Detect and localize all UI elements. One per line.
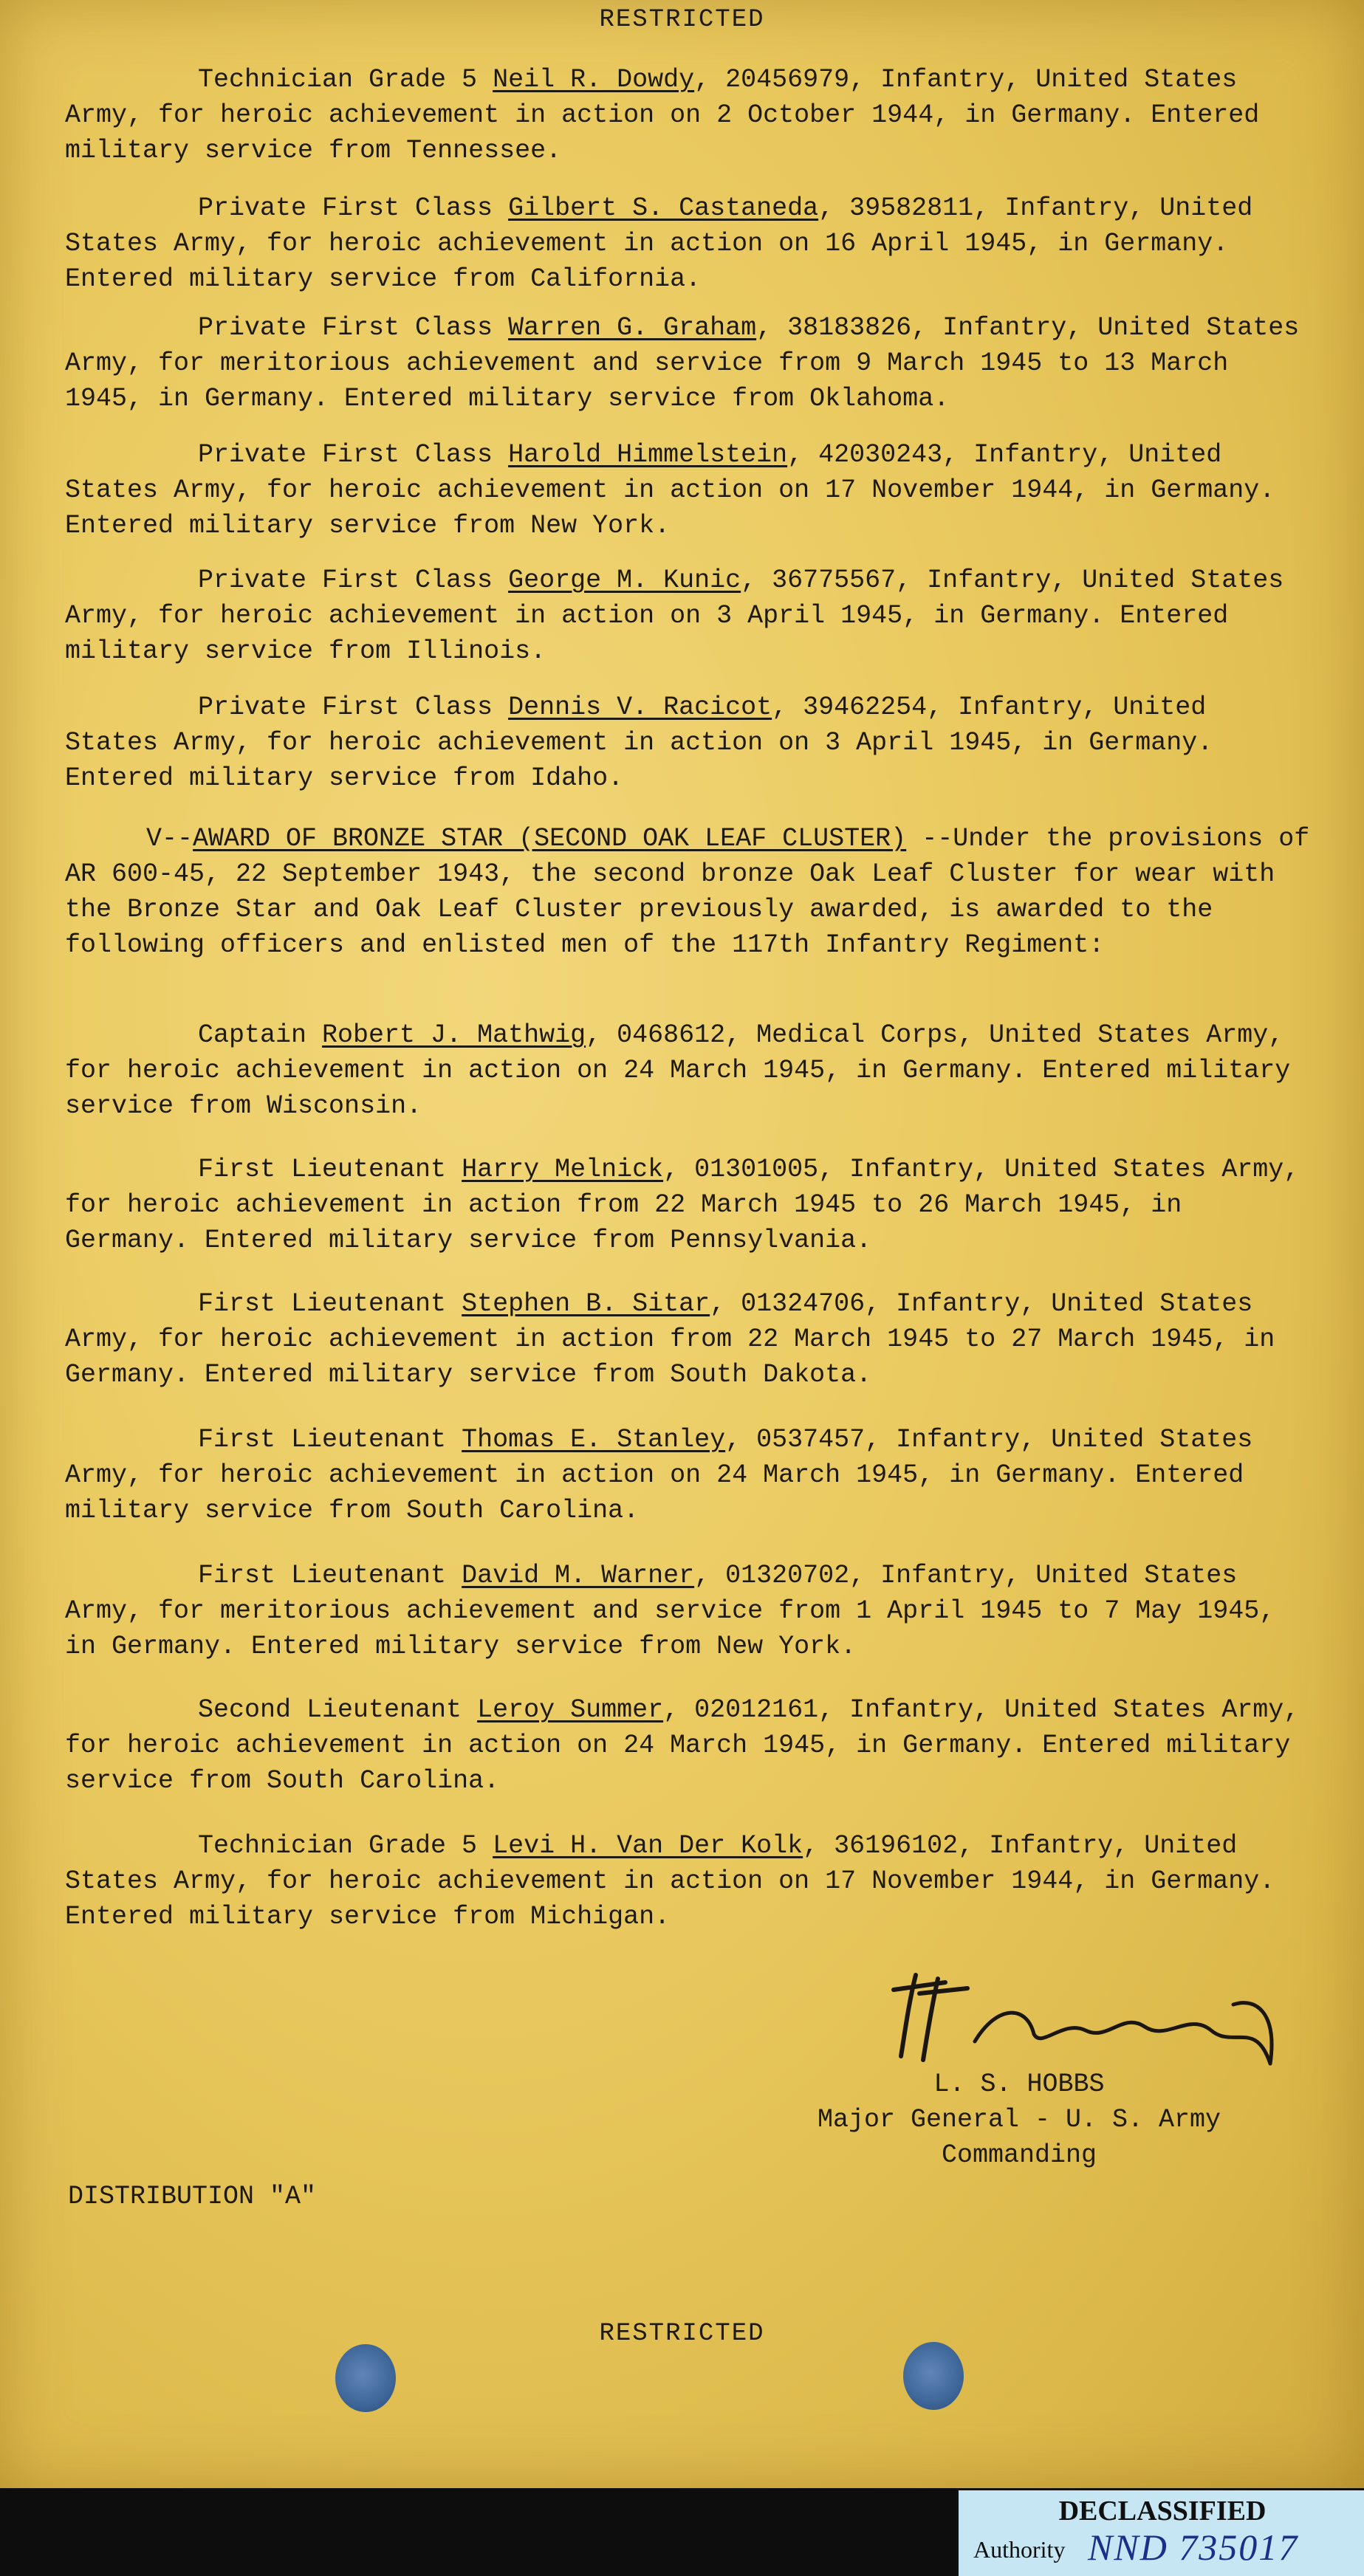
awardee-paragraph bbox=[65, 1828, 1313, 1934]
awardee-name: David M. Warner bbox=[462, 1561, 695, 1590]
citation-text: , 42030243, Infantry, United States Army, for heroic achievement in action on 17 November 1944, in Germany. Entered military service from New York. bbox=[65, 440, 1291, 540]
signer-title: Major General - U. S. Army bbox=[817, 2105, 1221, 2134]
citation-text: , 38183826, Infantry, United States Army, for meritorious achievement and service from 9 March 1945 to 13 March 1945, in Germany. Entered military service from Oklahoma. bbox=[65, 313, 1315, 413]
citation-text: , 36775567, Infantry, United States Army, for heroic achievement in action on 3 April 1945, in Germany. Entered military service from Illinois. bbox=[65, 566, 1300, 666]
declassified-stamp bbox=[956, 2488, 1364, 2576]
section-body: --Under the provisions of AR 600-45, 22 September 1943, the second bronze Oak Leaf Cluster for wear with the Bronze Star and Oak Leaf Cluster previously awarded, is awarded to the following officers and enlisted men of the 117th Infantry Regiment: bbox=[65, 824, 1326, 960]
awardee-text: , 02012161, Infantry, United States Army, for heroic achievement in action on 24 March 1945, in Germany. Entered military service from South Carolina. bbox=[65, 1695, 1315, 1796]
awardee-paragraph bbox=[65, 1692, 1313, 1799]
citation-rank: Private First Class bbox=[198, 693, 509, 722]
awardee-name: Harry Melnick bbox=[462, 1155, 664, 1184]
citation-rank: Private First Class bbox=[198, 566, 509, 595]
stamp-authority-value: NND 735017 bbox=[1088, 2527, 1299, 2568]
citation-paragraph bbox=[65, 563, 1313, 669]
awardee-rank: Technician Grade 5 bbox=[198, 1831, 493, 1861]
awardee-name: Levi H. Van Der Kolk bbox=[493, 1831, 803, 1861]
awardee-text: , 0468612, Medical Corps, United States Army, for heroic achievement in action on 24 March 1945, in Germany. Entered military service from Wisconsin. bbox=[65, 1020, 1306, 1121]
awardee-rank: First Lieutenant bbox=[198, 1425, 462, 1454]
awardee-rank: First Lieutenant bbox=[198, 1289, 462, 1319]
awardee-rank: First Lieutenant bbox=[198, 1561, 462, 1590]
citation-rank: Private First Class bbox=[198, 440, 509, 470]
citation-text: , 39462254, Infantry, United States Army, for heroic achievement in action on 3 April 1945, in Germany. Entered military service from Idaho. bbox=[65, 693, 1229, 793]
citation-name: Gilbert S. Castaneda bbox=[508, 193, 819, 223]
punch-hole bbox=[335, 2344, 396, 2412]
awardee-rank: Captain bbox=[198, 1020, 323, 1050]
stamp-title: DECLASSIFIED bbox=[1058, 2496, 1267, 2527]
awardee-text: , 36196102, Infantry, United States Army, for heroic achievement in action on 17 November 1944, in Germany. Entered military service from Michigan. bbox=[65, 1831, 1291, 1931]
citation-paragraph bbox=[65, 190, 1313, 297]
awardee-name: Stephen B. Sitar bbox=[462, 1289, 710, 1319]
handwritten-signature bbox=[886, 1960, 1285, 2071]
awardee-paragraph bbox=[65, 1422, 1313, 1528]
signer-name: L. S. HOBBS bbox=[933, 2070, 1105, 2099]
citation-name: Harold Himmelstein bbox=[508, 440, 788, 470]
footer-classification: RESTRICTED bbox=[599, 2320, 765, 2348]
citation-paragraph bbox=[65, 310, 1313, 416]
citation-rank: Private First Class bbox=[198, 193, 509, 223]
awardee-name: Thomas E. Stanley bbox=[462, 1425, 726, 1454]
citation-rank: Technician Grade 5 bbox=[198, 65, 493, 95]
awardee-name: Robert J. Mathwig bbox=[322, 1020, 586, 1050]
citation-paragraph bbox=[65, 62, 1313, 168]
distribution-line: DISTRIBUTION "A" bbox=[68, 2182, 317, 2211]
header-classification: RESTRICTED bbox=[599, 6, 765, 34]
signer-role: Commanding bbox=[941, 2140, 1097, 2170]
stamp-authority-label: Authority bbox=[973, 2536, 1066, 2563]
awardee-text: , 01324706, Infantry, United States Army, for heroic achievement in action from 22 March 1945 to 27 March 1945, in Germany. Entered military service from South Dakota. bbox=[65, 1289, 1291, 1390]
awardee-paragraph bbox=[65, 1152, 1313, 1258]
awardee-paragraph bbox=[65, 1286, 1313, 1392]
awardee-paragraph bbox=[65, 1558, 1313, 1664]
awardee-paragraph bbox=[65, 1017, 1313, 1124]
awardee-text: , 01320702, Infantry, United States Army, for meritorious achievement and service from 1 April 1945 to 7 May 1945, in Germany. Entered military service from New York. bbox=[65, 1561, 1291, 1661]
section-v-paragraph bbox=[65, 821, 1326, 963]
awardee-text: , 01301005, Infantry, United States Army, for heroic achievement in action from 22 March 1945 to 26 March 1945, in Germany. Entered military service from Pennsylvania. bbox=[65, 1155, 1315, 1255]
citation-text: , 39582811, Infantry, United States Army, for heroic achievement in action on 16 April 1945, in Germany. Entered military service from California. bbox=[65, 193, 1269, 294]
awardee-rank: Second Lieutenant bbox=[198, 1695, 478, 1725]
awardee-rank: First Lieutenant bbox=[198, 1155, 462, 1184]
citation-rank: Private First Class bbox=[198, 313, 509, 343]
citation-name: Neil R. Dowdy bbox=[493, 65, 695, 95]
citation-text: , 20456979, Infantry, United States Army, for heroic achievement in action on 2 October 1944, in Germany. Entered military service from Tennessee. bbox=[65, 65, 1275, 165]
citation-name: Dennis V. Racicot bbox=[508, 693, 772, 722]
citation-paragraph bbox=[65, 437, 1313, 543]
citation-name: Warren G. Graham bbox=[508, 313, 757, 343]
awardee-text: , 0537457, Infantry, United States Army, for heroic achievement in action on 24 March 1945, in Germany. Entered military service from South Carolina. bbox=[65, 1425, 1269, 1525]
section-title: AWARD OF BRONZE STAR (SECOND OAK LEAF CLUSTER) bbox=[193, 824, 907, 853]
punch-hole bbox=[903, 2342, 964, 2410]
section-prefix: V-- bbox=[146, 824, 193, 853]
citation-name: George M. Kunic bbox=[508, 566, 741, 595]
citation-paragraph bbox=[65, 690, 1313, 796]
awardee-name: Leroy Summer bbox=[477, 1695, 664, 1725]
